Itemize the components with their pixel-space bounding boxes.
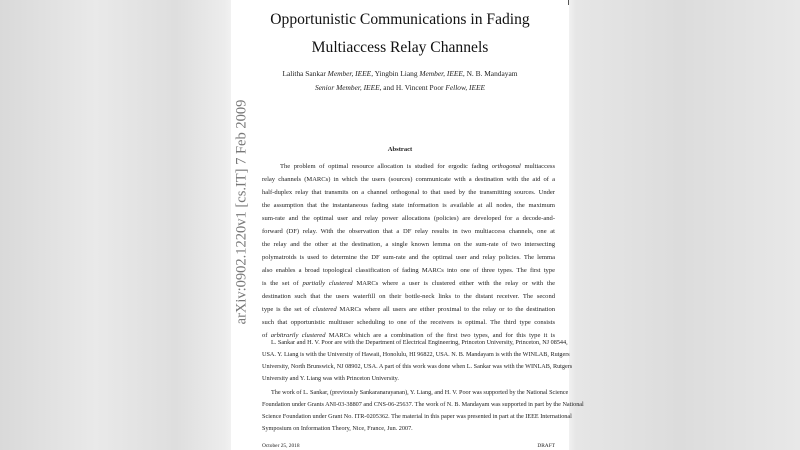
paper-page bbox=[231, 0, 584, 450]
abstract-line bbox=[262, 214, 555, 224]
text: MARCs which are a combination of the first two types, and for this type it is bbox=[325, 332, 555, 339]
text: is the set of bbox=[262, 280, 303, 287]
page-marker bbox=[568, 0, 569, 5]
abstract-line bbox=[262, 279, 555, 289]
abstract-heading: Abstract bbox=[387, 146, 413, 153]
footnote-line: Foundation under Grants ANI-03-38807 and CNS-06-25637. The work of N. B. Mandayam was supported in part by the National bbox=[262, 401, 584, 408]
abstract-line bbox=[262, 292, 555, 302]
footnote-line: Science Foundation under Grant No. ITR-0205362. The material in this paper was presented in part at the IEEE International bbox=[262, 413, 572, 420]
text: multiaccess bbox=[520, 163, 555, 170]
text: , N. B. Mandayam bbox=[462, 69, 518, 78]
italic-text: arbitrarily clustered bbox=[270, 332, 326, 339]
abstract-line bbox=[262, 305, 555, 315]
abstract-line bbox=[262, 266, 555, 276]
footer-date: October 25, 2018 bbox=[262, 443, 300, 449]
text: the assumption that the instantaneous fading state information is available at all nodes, the maximum bbox=[262, 202, 555, 209]
footer-draft-label: DRAFT bbox=[537, 443, 555, 449]
abstract-line bbox=[262, 175, 555, 185]
text: half-duplex relay that transmits on a channel orthogonal to that used by the transmitting sources. Under bbox=[262, 189, 555, 196]
text: destination such that the users waterfill on their bottle-neck links to the distant receiver. The second bbox=[262, 293, 555, 300]
italic-text: clustered bbox=[312, 306, 337, 313]
abstract-line bbox=[262, 162, 555, 172]
authors-line-1 bbox=[231, 69, 569, 78]
footnote-line: Symposium on Information Theory, Nice, France, Jun. 2007. bbox=[262, 425, 413, 432]
text: The problem of optimal resource allocation is studied for ergodic fading bbox=[280, 163, 492, 170]
text: type is the set of bbox=[262, 306, 313, 313]
text: such that opportunistic multiuser scheduling to one of the receivers is optimal. The third type consists bbox=[262, 319, 555, 326]
text: forward (DF) relay. With the observation that a DF relay results in two multiaccess channels, one at bbox=[262, 228, 555, 235]
abstract-line bbox=[262, 188, 555, 198]
abstract-line bbox=[262, 201, 555, 211]
footnote-line: L. Sankar and H. V. Poor are with the Department of Electrical Engineering, Princeton University, Princeton, NJ 08544, bbox=[271, 339, 568, 346]
text: sum-rate and the optimal user and relay power allocations (policies) are developed for a decode-and- bbox=[262, 215, 555, 222]
text: MARCs where all users are either proximal to the relay or to the destination bbox=[336, 306, 556, 313]
italic-text: Fellow, IEEE bbox=[445, 83, 486, 92]
italic-text: Member, IEEE bbox=[419, 69, 463, 78]
abstract-line bbox=[262, 253, 555, 263]
text: also enables a broad topological classification of fading MARCs into one of three types. The first type bbox=[262, 267, 555, 274]
text: the relay and the other at the destination, a single known lemma on the sum-rate of two intersecting bbox=[262, 241, 555, 248]
text: Lalitha Sankar bbox=[282, 69, 328, 78]
paper-title-line-1: Opportunistic Communications in Fading bbox=[270, 11, 530, 28]
paper-title-line-2: Multiaccess Relay Channels bbox=[311, 39, 489, 56]
footnote-line: University, North Brunswick, NJ 08902, USA. A part of this work was done when L. Sankar was with the WINLAB, Rutgers bbox=[262, 363, 573, 370]
abstract-line bbox=[262, 318, 555, 328]
authors-line-2 bbox=[231, 83, 569, 92]
text: , and H. Vincent Poor bbox=[379, 83, 446, 92]
abstract-line bbox=[262, 227, 555, 237]
text: of bbox=[262, 332, 271, 339]
abstract-line bbox=[262, 240, 555, 250]
text: relay channels (MARCs) in which the users (sources) communicate with a destination with the aid of a bbox=[262, 176, 555, 183]
text: polymatroids is used to determine the DF sum-rate and the optimal user and relay policies. The lemma bbox=[262, 254, 555, 261]
arxiv-stamp bbox=[229, 0, 255, 450]
arxiv-stamp-text: arXiv:0902.1220v1 [cs.IT] 7 Feb 2009 bbox=[233, 99, 250, 325]
footnote-line: USA. Y. Liang is with the University of Hawaii, Honolulu, HI 96822, USA. N. B. Mandayam is with the WINLAB, Rutgers bbox=[262, 351, 570, 358]
italic-text: Senior Member, IEEE bbox=[314, 83, 380, 92]
italic-text: partially clustered bbox=[302, 280, 353, 287]
italic-text: Member, IEEE bbox=[327, 69, 372, 78]
footnote-line: The work of L. Sankar, (previously Sankaranarayanan), Y. Liang, and H. V. Poor was supported by the National Science bbox=[271, 389, 569, 396]
text: MARCs where a user is clustered either with the relay or with the bbox=[352, 280, 555, 287]
footnote-line: University and Y. Liang was with Princeton University. bbox=[262, 375, 399, 382]
text: , Yingbin Liang bbox=[371, 69, 420, 78]
italic-text: orthogonal bbox=[491, 163, 521, 170]
